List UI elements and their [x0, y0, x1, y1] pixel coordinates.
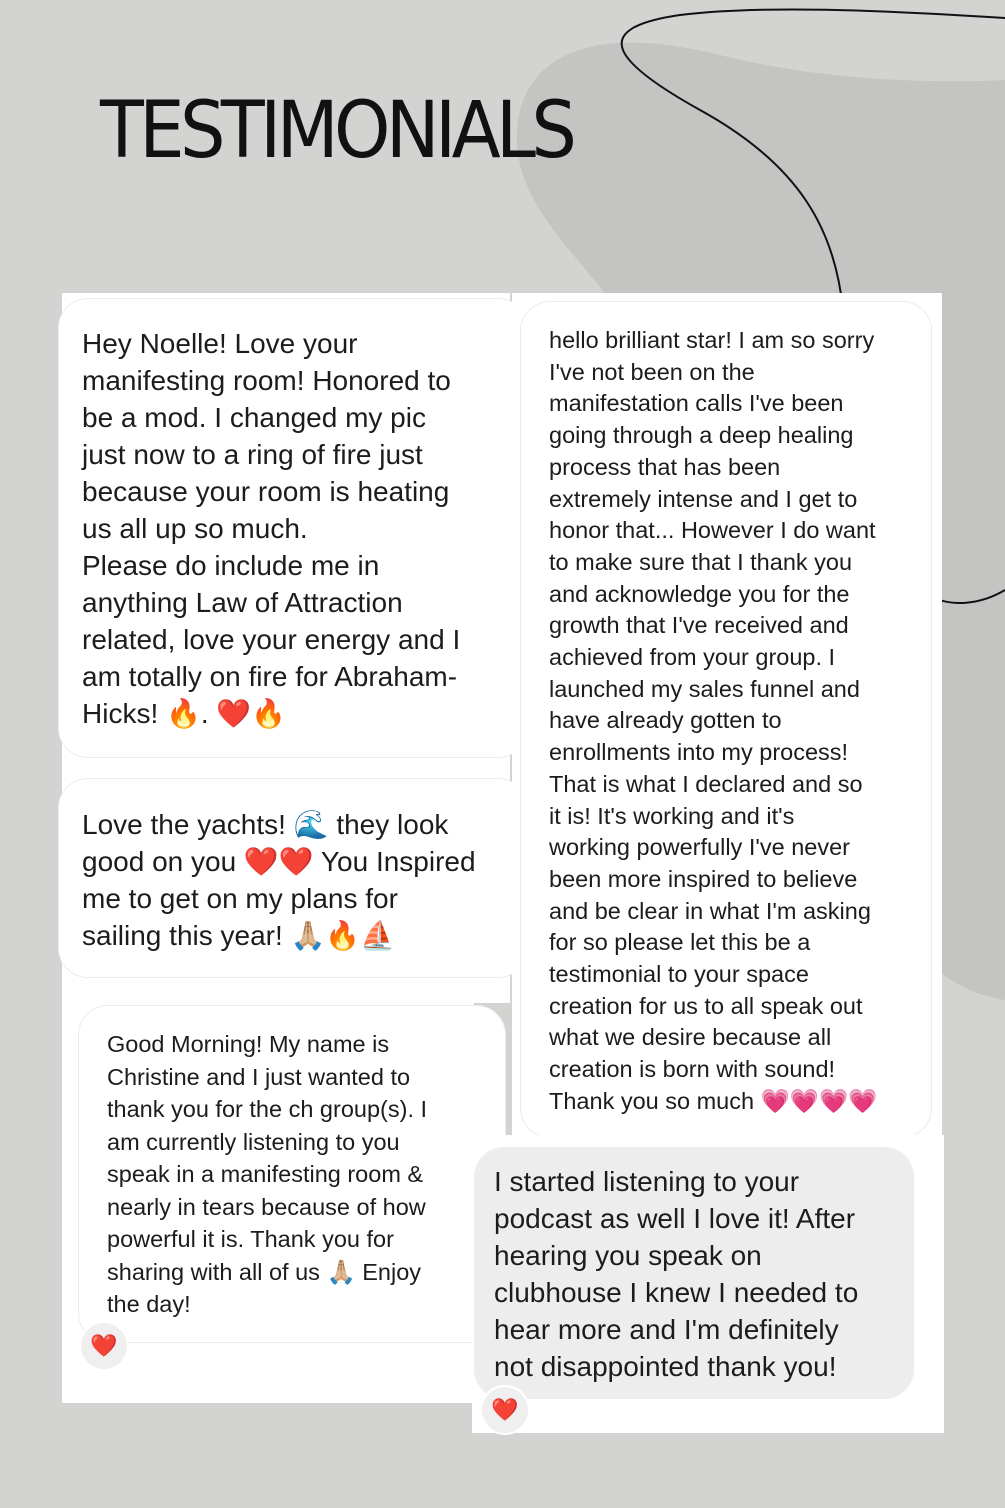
testimonial-text-1: Hey Noelle! Love your manifesting room! Honored to be a mod. I changed my pic just now to a ring of fire just because your room is heating us all up so much. Please do include me in anything Law of Attraction related, love your energy and I am totally on fire for Abraham- Hicks! 🔥. ❤️🔥 [82, 328, 461, 729]
page-title: TESTIMONIALS [100, 86, 573, 176]
testimonial-text-5: I started listening to your podcast as well I love it! After hearing you speak on clubhouse I knew I needed to hear more and I'm definitely not disappointed thank you! [494, 1166, 859, 1382]
heart-reaction-icon[interactable]: ❤️ [482, 1387, 528, 1433]
testimonial-text-4: hello brilliant star! I am so sorry I've not been on the manifestation calls I've been going through a deep healing process that has been extremely intense and I get to honor that... However I do want to make sure that I thank you and acknowledge you for the growth that I've received and achieved from your group. I launched my sales funnel and have already gotten to enrollments into my process! That is what I declared and so it is! It's working and it's working powerfully I've never been more inspired to believe and be clear in what I'm asking for so please let this be a testimonial to your space creation for us to all speak out what we desire because all creation is born with sound! Thank you so much 💗💗💗💗 [549, 327, 878, 1114]
testimonial-text-2: Love the yachts! 🌊 they look good on you ❤️❤️ You Inspired me to get on my plans for sailing this year! 🙏🏼🔥⛵ [82, 809, 476, 951]
testimonial-text-3: Good Morning! My name is Christine and I just wanted to thank you for the ch group(s). I am currently listening to you speak in a manifesting room & nearly in tears because of how powerful it is. Thank you for sharing with all of us 🙏🏼 Enjoy the day! [107, 1031, 428, 1317]
heart-reaction-icon[interactable]: ❤️ [81, 1323, 127, 1369]
